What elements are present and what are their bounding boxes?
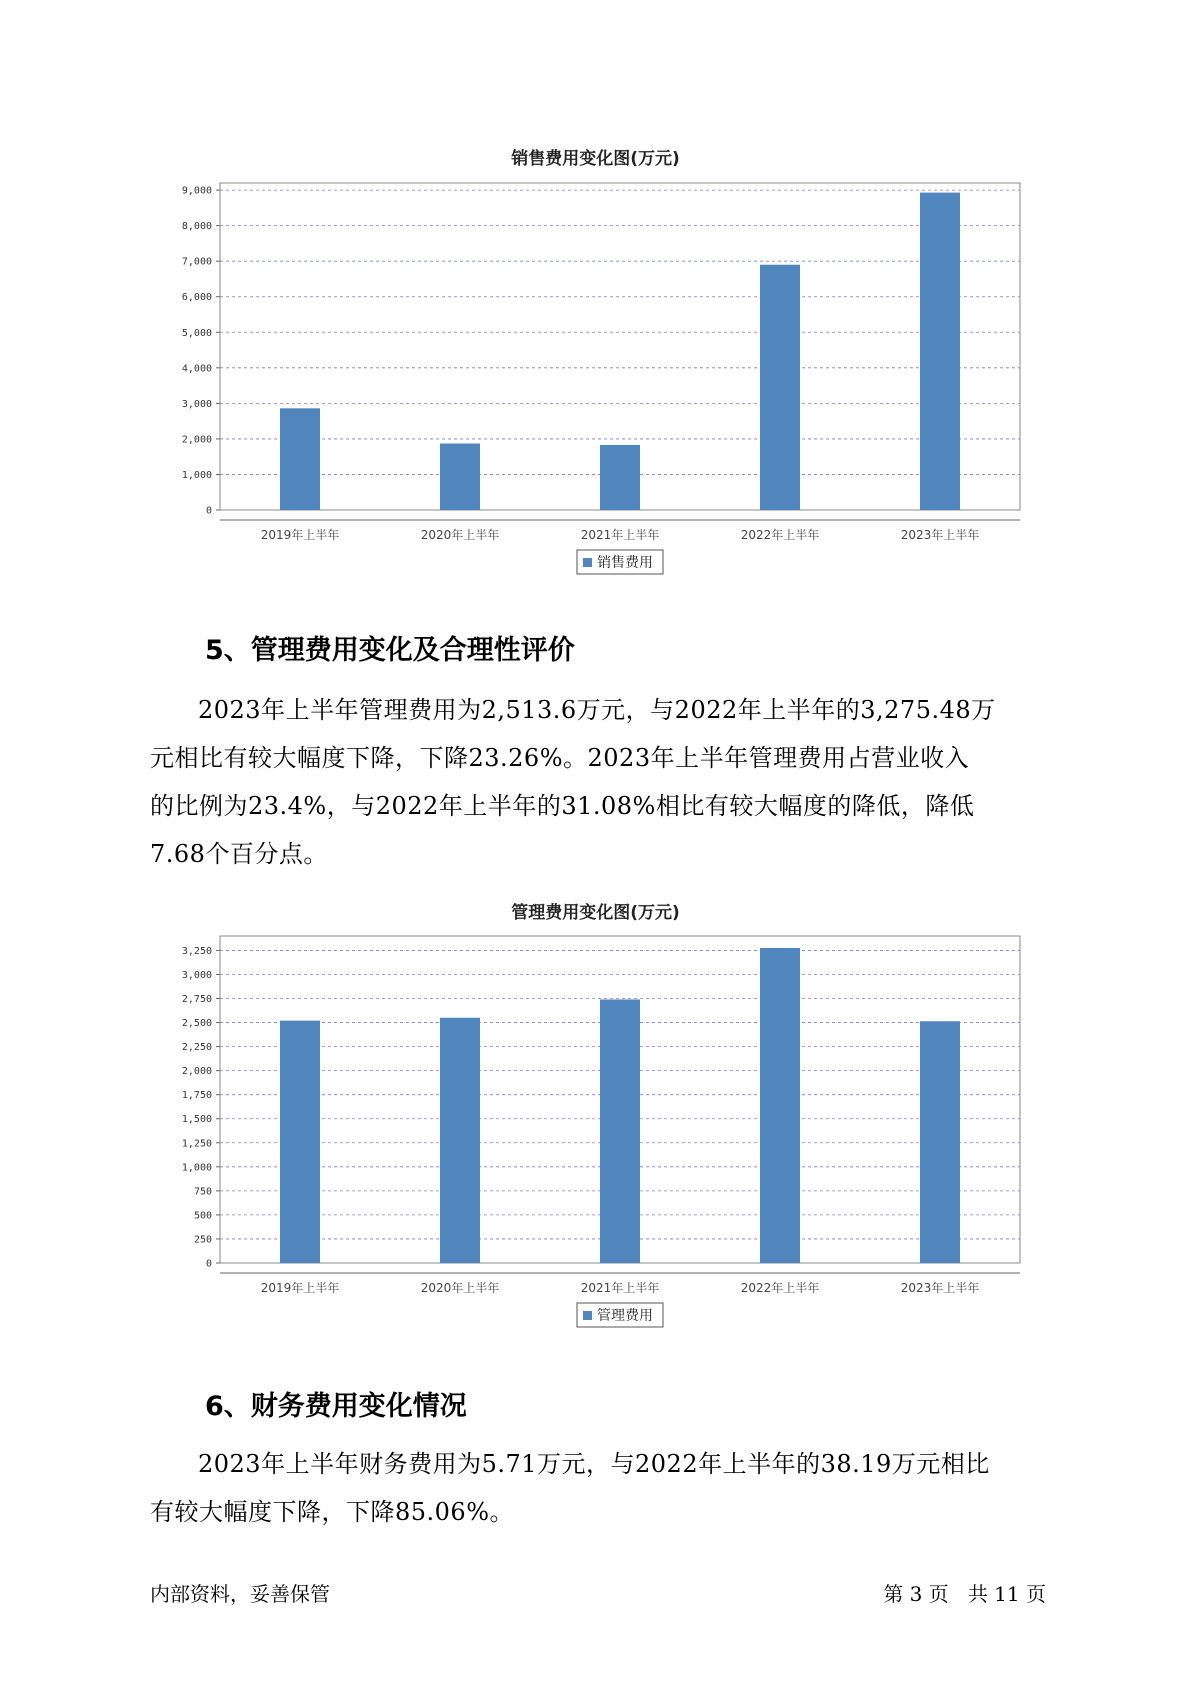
admin-ytick-label: 0 — [205, 1258, 212, 1270]
admin-ytick-label: 3,000 — [181, 969, 212, 981]
section-5-heading: 5、管理费用变化及合理性评价 — [205, 635, 575, 666]
admin-expense-chart — [160, 928, 1020, 1348]
sales-category-label: 2021年上半年 — [580, 528, 660, 542]
admin-bar — [760, 948, 800, 1263]
admin-ytick-label: 1,000 — [181, 1162, 212, 1174]
sales-bar — [920, 193, 960, 510]
sales-legend — [577, 550, 663, 574]
admin-legend-swatch — [583, 1311, 592, 1320]
admin-bar — [440, 1018, 480, 1263]
sales-ytick-label: 3,000 — [181, 398, 212, 410]
section-5-line-3: 的比例为23.4%，与2022年上半年的31.08%相比有较大幅度的降低，降低 — [150, 792, 975, 820]
admin-category-label: 2020年上半年 — [420, 1281, 500, 1295]
admin-legend — [577, 1303, 663, 1327]
section-6-heading: 6、财务费用变化情况 — [205, 1391, 467, 1422]
admin-category-label: 2022年上半年 — [740, 1281, 820, 1295]
sales-ytick-label: 2,000 — [181, 434, 212, 446]
sales-bar — [760, 265, 800, 510]
section-6-paragraph — [150, 1440, 1070, 1536]
section-5-paragraph — [150, 686, 1070, 878]
admin-category-label: 2019年上半年 — [260, 1281, 340, 1295]
sales-ytick-label: 4,000 — [181, 363, 212, 375]
section-5-line-1: 2023年上半年管理费用为2,513.6万元，与2022年上半年的3,275.48万 — [198, 696, 996, 724]
admin-ytick-label: 2,000 — [181, 1066, 212, 1078]
sales-expense-chart — [160, 175, 1020, 595]
sales-ytick-label: 8,000 — [181, 221, 212, 233]
sales-legend-swatch — [583, 558, 592, 567]
sales-ytick-label: 0 — [205, 505, 212, 517]
section-6-line-1: 2023年上半年财务费用为5.71万元，与2022年上半年的38.19万元相比 — [198, 1450, 990, 1478]
sales-bar — [280, 408, 320, 510]
admin-ytick-label: 1,500 — [181, 1114, 212, 1126]
section-5-line-4: 7.68个百分点。 — [150, 840, 328, 868]
footer-confidential-note: 内部资料，妥善保管 — [150, 1582, 330, 1606]
admin-legend-label: 管理费用 — [597, 1308, 653, 1324]
sales-category-label: 2023年上半年 — [900, 528, 980, 542]
admin-category-label: 2021年上半年 — [580, 1281, 660, 1295]
admin-bar — [280, 1021, 320, 1263]
section-6-line-2: 有较大幅度下降，下降85.06%。 — [150, 1498, 515, 1526]
admin-ytick-label: 2,250 — [181, 1042, 212, 1054]
admin-bar — [600, 999, 640, 1263]
admin-ytick-label: 750 — [193, 1186, 212, 1198]
section-5-line-2: 元相比有较大幅度下降，下降23.26%。2023年上半年管理费用占营业收入 — [150, 744, 970, 772]
admin-ytick-label: 2,500 — [181, 1018, 212, 1030]
sales-category-label: 2022年上半年 — [740, 528, 820, 542]
sales-category-label: 2019年上半年 — [260, 528, 340, 542]
sales-ytick-label: 9,000 — [181, 185, 212, 197]
admin-ytick-label: 2,750 — [181, 994, 212, 1006]
sales-bar — [600, 445, 640, 510]
admin-ytick-label: 3,250 — [181, 945, 212, 957]
admin-ytick-label: 1,250 — [181, 1138, 212, 1150]
sales-chart-title: 销售费用变化图(万元) — [511, 149, 680, 169]
sales-ytick-label: 7,000 — [181, 256, 212, 268]
admin-bar — [920, 1021, 960, 1263]
sales-ytick-label: 6,000 — [181, 292, 212, 304]
sales-ytick-label: 5,000 — [181, 327, 212, 339]
sales-legend-label: 销售费用 — [597, 555, 653, 571]
admin-chart-title: 管理费用变化图(万元) — [511, 903, 680, 923]
sales-ytick-label: 1,000 — [181, 469, 212, 481]
sales-bar — [440, 444, 480, 510]
admin-ytick-label: 250 — [193, 1234, 212, 1246]
sales-category-label: 2020年上半年 — [420, 528, 500, 542]
admin-ytick-label: 500 — [193, 1210, 212, 1222]
footer-page-number: 第 3 页 共 11 页 — [883, 1582, 1046, 1606]
admin-category-label: 2023年上半年 — [900, 1281, 980, 1295]
admin-ytick-label: 1,750 — [181, 1090, 212, 1102]
